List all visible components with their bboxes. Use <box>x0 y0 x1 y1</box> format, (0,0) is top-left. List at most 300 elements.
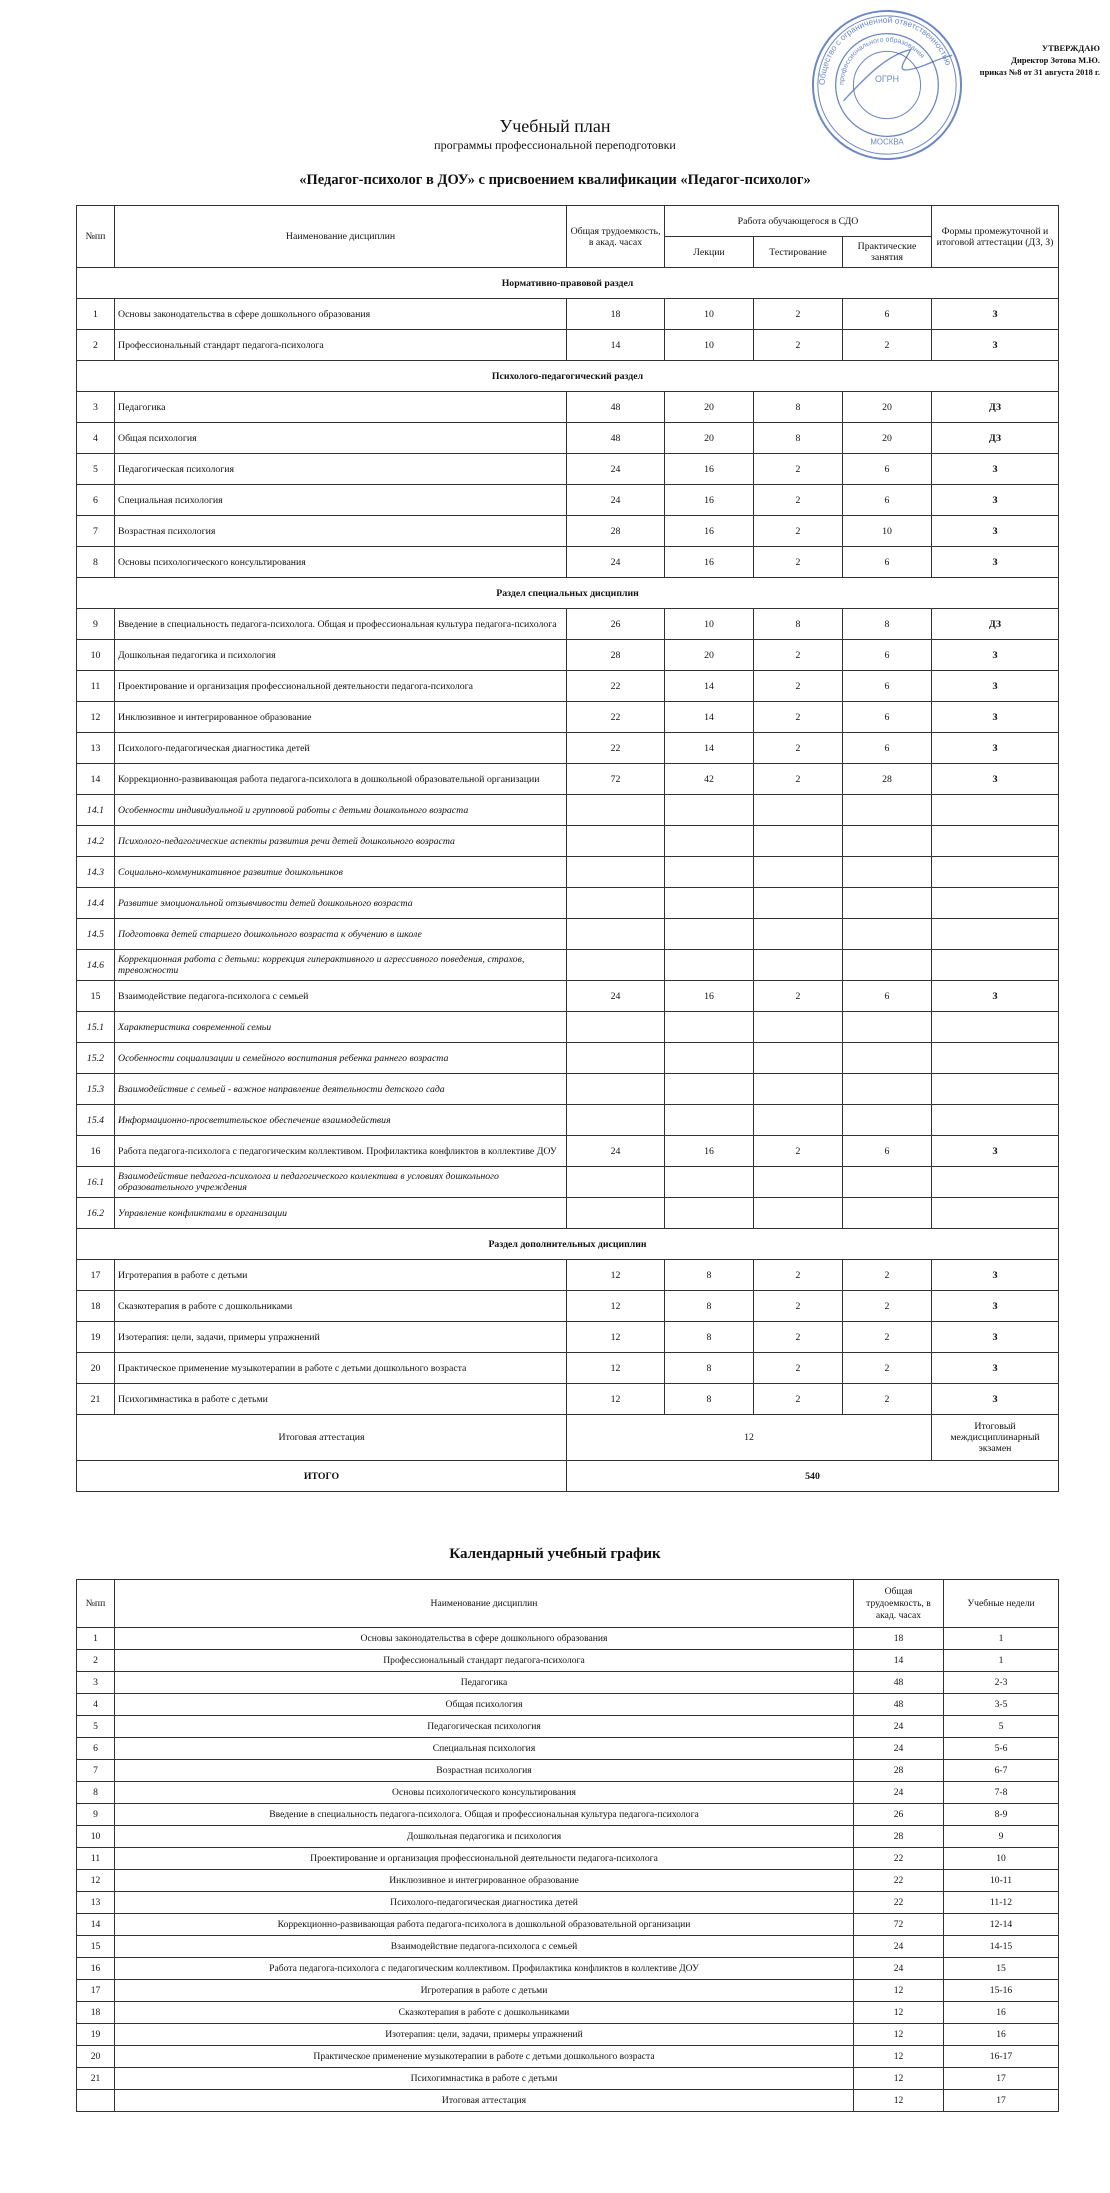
row-attestation: ДЗ <box>932 392 1059 423</box>
row-name: Педагогика <box>115 392 567 423</box>
row-num: 7 <box>77 1760 115 1782</box>
row-practice: 6 <box>843 1136 932 1167</box>
row-attestation: З <box>932 1136 1059 1167</box>
row-lectures <box>665 1105 754 1136</box>
table-row <box>77 826 1059 857</box>
row-hours <box>567 1074 665 1105</box>
row-name: Подготовка детей старшего дошкольного возраста к обучению в школе <box>115 919 567 950</box>
row-testing: 8 <box>754 423 843 454</box>
row-name: Изотерапия: цели, задачи, примеры упражнений <box>115 1322 567 1353</box>
row-attestation <box>932 1074 1059 1105</box>
row-name: Коррекционная работа с детьми: коррекция гиперактивного и агрессивного поведения, страхов, тревожности <box>115 950 567 981</box>
table-row <box>77 1650 1059 1672</box>
section-row <box>77 361 1059 392</box>
table-row <box>77 919 1059 950</box>
table-row <box>77 671 1059 702</box>
row-num: 14.4 <box>77 888 115 919</box>
table-row <box>77 1716 1059 1738</box>
row-attestation: З <box>932 330 1059 361</box>
approval-signer: Директор Зотова М.Ю. <box>1011 55 1100 65</box>
row-hours: 22 <box>854 1870 944 1892</box>
row-num: 21 <box>77 1384 115 1415</box>
row-name: Инклюзивное и интегрированное образование <box>115 1870 854 1892</box>
row-weeks: 14-15 <box>944 1936 1059 1958</box>
row-testing <box>754 888 843 919</box>
row-hours: 18 <box>567 299 665 330</box>
row-hours: 18 <box>854 1628 944 1650</box>
row-hours: 12 <box>854 1980 944 2002</box>
row-testing: 2 <box>754 1322 843 1353</box>
row-num: 13 <box>77 733 115 764</box>
col-work-header: Работа обучающегося в СДО <box>665 206 932 237</box>
row-practice: 10 <box>843 516 932 547</box>
row-lectures <box>665 857 754 888</box>
section-title: Психолого-педагогический раздел <box>77 361 1059 392</box>
row-hours: 22 <box>567 671 665 702</box>
row-weeks: 1 <box>944 1628 1059 1650</box>
row-weeks: 15 <box>944 1958 1059 1980</box>
row-lectures: 8 <box>665 1384 754 1415</box>
schedule-table <box>76 1579 1059 2112</box>
row-lectures <box>665 1012 754 1043</box>
row-num: 11 <box>77 671 115 702</box>
row-num: 14.2 <box>77 826 115 857</box>
row-practice: 2 <box>843 1384 932 1415</box>
row-name: Развитие эмоциональной отзывчивости детей дошкольного возраста <box>115 888 567 919</box>
row-name: Взаимодействие педагога-психолога и педагогического коллектива в условиях дошкольного образовательного учреждения <box>115 1167 567 1198</box>
table-row <box>77 702 1059 733</box>
row-weeks: 11-12 <box>944 1892 1059 1914</box>
row-attestation <box>932 795 1059 826</box>
row-name: Общая психология <box>115 423 567 454</box>
row-num: 8 <box>77 547 115 578</box>
row-name: Основы психологического консультирования <box>115 547 567 578</box>
row-hours <box>567 826 665 857</box>
row-lectures <box>665 1167 754 1198</box>
table-row <box>77 795 1059 826</box>
row-num: 1 <box>77 1628 115 1650</box>
table-row <box>77 1760 1059 1782</box>
row-hours: 24 <box>567 454 665 485</box>
row-testing: 8 <box>754 609 843 640</box>
table-row <box>77 2024 1059 2046</box>
row-attestation: З <box>932 733 1059 764</box>
row-num: 10 <box>77 640 115 671</box>
row-num: 2 <box>77 1650 115 1672</box>
row-hours: 12 <box>854 2090 944 2112</box>
table-row <box>77 1848 1059 1870</box>
row-attestation: З <box>932 299 1059 330</box>
row-hours: 72 <box>567 764 665 795</box>
row-num: 16 <box>77 1958 115 1980</box>
table-row <box>77 2002 1059 2024</box>
table-row <box>77 1291 1059 1322</box>
program-title: «Педагог-психолог в ДОУ» с присвоением квалификации «Педагог-психолог» <box>299 172 811 188</box>
row-num: 17 <box>77 1260 115 1291</box>
row-hours: 48 <box>567 392 665 423</box>
row-attestation <box>932 919 1059 950</box>
row-testing <box>754 1105 843 1136</box>
table-row <box>77 1826 1059 1848</box>
row-hours <box>567 950 665 981</box>
row-attestation <box>932 826 1059 857</box>
row-practice <box>843 1198 932 1229</box>
row-attestation: З <box>932 485 1059 516</box>
row-name: Общая психология <box>115 1694 854 1716</box>
table-row <box>77 1105 1059 1136</box>
row-num: 1 <box>77 299 115 330</box>
row-hours: 26 <box>854 1804 944 1826</box>
row-testing: 2 <box>754 640 843 671</box>
row-name: Взаимодействие педагога-психолога с семьей <box>115 981 567 1012</box>
row-practice: 20 <box>843 423 932 454</box>
curriculum-body <box>77 268 1059 1492</box>
row-name: Сказкотерапия в работе с дошкольниками <box>115 2002 854 2024</box>
row-hours: 24 <box>854 1936 944 1958</box>
row-name: Коррекционно-развивающая работа педагога-психолога в дошкольной образовательной организации <box>115 764 567 795</box>
table-row <box>77 1628 1059 1650</box>
table-row <box>77 609 1059 640</box>
row-num: 11 <box>77 1848 115 1870</box>
table-row <box>77 299 1059 330</box>
row-lectures: 20 <box>665 423 754 454</box>
row-num: 6 <box>77 485 115 516</box>
row-testing: 2 <box>754 516 843 547</box>
table-row <box>77 888 1059 919</box>
row-testing <box>754 1043 843 1074</box>
row-practice <box>843 950 932 981</box>
row-num: 5 <box>77 454 115 485</box>
row-weeks: 5-6 <box>944 1738 1059 1760</box>
row-practice: 20 <box>843 392 932 423</box>
table-row <box>77 2090 1059 2112</box>
row-hours: 12 <box>854 2046 944 2068</box>
row-name: Особенности социализации и семейного воспитания ребенка раннего возраста <box>115 1043 567 1074</box>
row-hours: 22 <box>854 1848 944 1870</box>
row-num: 15.4 <box>77 1105 115 1136</box>
row-lectures: 14 <box>665 702 754 733</box>
row-num: 15 <box>77 1936 115 1958</box>
final-row <box>77 1415 1059 1461</box>
row-testing: 2 <box>754 1353 843 1384</box>
table-row <box>77 2068 1059 2090</box>
row-practice: 2 <box>843 1291 932 1322</box>
row-weeks: 10-11 <box>944 1870 1059 1892</box>
row-testing <box>754 919 843 950</box>
table-row <box>77 1043 1059 1074</box>
schedule-body <box>77 1628 1059 2112</box>
row-num: 16 <box>77 1136 115 1167</box>
col-num-header: №пп <box>77 206 115 268</box>
row-hours: 26 <box>567 609 665 640</box>
row-hours: 12 <box>567 1322 665 1353</box>
row-testing: 2 <box>754 454 843 485</box>
row-lectures: 10 <box>665 330 754 361</box>
curriculum-table <box>76 205 1059 1492</box>
row-num: 8 <box>77 1782 115 1804</box>
row-hours: 24 <box>854 1958 944 1980</box>
row-name: Изотерапия: цели, задачи, примеры упражнений <box>115 2024 854 2046</box>
row-weeks: 16 <box>944 2002 1059 2024</box>
row-practice: 2 <box>843 1260 932 1291</box>
row-num: 14.5 <box>77 919 115 950</box>
row-hours <box>567 1012 665 1043</box>
final-hours: 12 <box>567 1415 932 1461</box>
row-practice: 6 <box>843 640 932 671</box>
row-practice: 2 <box>843 1353 932 1384</box>
row-name: Проектирование и организация профессиональной деятельности педагога-психолога <box>115 671 567 702</box>
table-row <box>77 1914 1059 1936</box>
row-hours: 14 <box>567 330 665 361</box>
row-num: 3 <box>77 392 115 423</box>
row-num: 14.1 <box>77 795 115 826</box>
row-name: Сказкотерапия в работе с дошкольниками <box>115 1291 567 1322</box>
row-lectures: 42 <box>665 764 754 795</box>
row-weeks: 15-16 <box>944 1980 1059 2002</box>
row-hours: 22 <box>567 702 665 733</box>
row-practice <box>843 1167 932 1198</box>
table-row <box>77 1980 1059 2002</box>
row-lectures: 16 <box>665 547 754 578</box>
table-row <box>77 1322 1059 1353</box>
row-hours: 72 <box>854 1914 944 1936</box>
row-num: 19 <box>77 2024 115 2046</box>
row-num: 10 <box>77 1826 115 1848</box>
row-num: 21 <box>77 2068 115 2090</box>
row-lectures: 8 <box>665 1291 754 1322</box>
row-weeks: 17 <box>944 2090 1059 2112</box>
row-name: Дошкольная педагогика и психология <box>115 640 567 671</box>
row-num: 2 <box>77 330 115 361</box>
row-num: 16.2 <box>77 1198 115 1229</box>
row-num: 6 <box>77 1738 115 1760</box>
row-testing: 2 <box>754 981 843 1012</box>
row-name: Психолого-педагогическая диагностика детей <box>115 733 567 764</box>
row-hours: 12 <box>567 1291 665 1322</box>
table-row <box>77 1892 1059 1914</box>
table-row <box>77 950 1059 981</box>
row-practice <box>843 888 932 919</box>
row-practice: 6 <box>843 733 932 764</box>
row-testing: 2 <box>754 702 843 733</box>
table-row <box>77 485 1059 516</box>
row-lectures: 14 <box>665 733 754 764</box>
row-num: 7 <box>77 516 115 547</box>
row-testing: 2 <box>754 733 843 764</box>
row-name: Педагогическая психология <box>115 454 567 485</box>
row-name: Управление конфликтами в организации <box>115 1198 567 1229</box>
table-row <box>77 981 1059 1012</box>
table-row <box>77 1738 1059 1760</box>
row-attestation <box>932 1043 1059 1074</box>
row-hours <box>567 919 665 950</box>
row-name: Взаимодействие педагога-психолога с семьей <box>115 1936 854 1958</box>
row-practice: 8 <box>843 609 932 640</box>
table-row <box>77 1012 1059 1043</box>
table-row <box>77 640 1059 671</box>
row-practice <box>843 919 932 950</box>
row-name: Практическое применение музыкотерапии в работе с детьми дошкольного возраста <box>115 1353 567 1384</box>
row-practice: 6 <box>843 702 932 733</box>
row-num: 3 <box>77 1672 115 1694</box>
row-num: 15.1 <box>77 1012 115 1043</box>
row-num: 15 <box>77 981 115 1012</box>
row-name: Игротерапия в работе с детьми <box>115 1260 567 1291</box>
row-hours: 28 <box>854 1826 944 1848</box>
row-name: Психолого-педагогические аспекты развития речи детей дошкольного возраста <box>115 826 567 857</box>
section-title: Раздел специальных дисциплин <box>77 578 1059 609</box>
row-lectures: 16 <box>665 454 754 485</box>
final-form: Итоговый междисциплинарный экзамен <box>932 1415 1059 1461</box>
row-hours: 48 <box>567 423 665 454</box>
row-lectures <box>665 1043 754 1074</box>
row-num: 15.2 <box>77 1043 115 1074</box>
table-row <box>77 1694 1059 1716</box>
row-testing <box>754 1074 843 1105</box>
stamp-ogrn: ОГРН <box>874 74 900 85</box>
col-lectures-header: Лекции <box>665 237 754 268</box>
row-name: Введение в специальность педагога-психолога. Общая и профессиональная культура педагога-психолога <box>115 1804 854 1826</box>
row-num: 18 <box>77 1291 115 1322</box>
row-testing: 2 <box>754 764 843 795</box>
row-num: 20 <box>77 2046 115 2068</box>
section-row <box>77 1229 1059 1260</box>
row-testing: 8 <box>754 392 843 423</box>
row-attestation: З <box>932 981 1059 1012</box>
row-weeks: 12-14 <box>944 1914 1059 1936</box>
row-lectures <box>665 826 754 857</box>
row-num: 14.6 <box>77 950 115 981</box>
row-name: Педагогика <box>115 1672 854 1694</box>
table-row <box>77 1198 1059 1229</box>
row-weeks: 7-8 <box>944 1782 1059 1804</box>
stamp-city: МОСКВА <box>870 137 904 147</box>
col-name-header: Наименование дисциплин <box>115 206 567 268</box>
row-num: 12 <box>77 1870 115 1892</box>
col-testing-header: Тестирование <box>754 237 843 268</box>
row-num: 14 <box>77 1914 115 1936</box>
table-row <box>77 547 1059 578</box>
row-hours: 14 <box>854 1650 944 1672</box>
row-name: Специальная психология <box>115 485 567 516</box>
row-name: Психогимнастика в работе с детьми <box>115 1384 567 1415</box>
table-row <box>77 423 1059 454</box>
table-row <box>77 857 1059 888</box>
row-name: Педагогическая психология <box>115 1716 854 1738</box>
final-label: Итоговая аттестация <box>77 1415 567 1461</box>
row-name: Работа педагога-психолога с педагогическим коллективом. Профилактика конфликтов в коллективе ДОУ <box>115 1136 567 1167</box>
row-attestation: З <box>932 1384 1059 1415</box>
row-attestation: ДЗ <box>932 609 1059 640</box>
stamp-outer-text: Общество с ограниченной ответственностью <box>816 14 954 86</box>
row-name: Игротерапия в работе с детьми <box>115 1980 854 2002</box>
row-hours: 28 <box>567 640 665 671</box>
row-weeks: 10 <box>944 1848 1059 1870</box>
row-num: 19 <box>77 1322 115 1353</box>
row-name: Особенности индивидуальной и групповой работы с детьми дошкольного возраста <box>115 795 567 826</box>
row-hours <box>567 1105 665 1136</box>
row-num: 12 <box>77 702 115 733</box>
row-lectures: 8 <box>665 1322 754 1353</box>
row-name: Профессиональный стандарт педагога-психолога <box>115 330 567 361</box>
row-hours: 12 <box>567 1353 665 1384</box>
row-hours: 24 <box>567 981 665 1012</box>
row-weeks: 5 <box>944 1716 1059 1738</box>
row-hours: 48 <box>854 1672 944 1694</box>
row-practice: 2 <box>843 1322 932 1353</box>
row-attestation: З <box>932 640 1059 671</box>
row-hours: 24 <box>567 1136 665 1167</box>
row-testing <box>754 1198 843 1229</box>
row-name: Информационно-просветительское обеспечение взаимодействия <box>115 1105 567 1136</box>
row-practice <box>843 795 932 826</box>
row-name: Социально-коммуникативное развитие дошкольников <box>115 857 567 888</box>
total-label: ИТОГО <box>77 1461 567 1492</box>
approval-title: УТВЕРЖДАЮ <box>1041 43 1100 53</box>
row-num: 16.1 <box>77 1167 115 1198</box>
row-hours: 12 <box>854 2024 944 2046</box>
row-weeks: 9 <box>944 1826 1059 1848</box>
row-hours: 22 <box>854 1892 944 1914</box>
row-practice: 6 <box>843 454 932 485</box>
row-name: Дошкольная педагогика и психология <box>115 1826 854 1848</box>
row-hours: 24 <box>567 547 665 578</box>
row-hours <box>567 1043 665 1074</box>
table-row <box>77 1870 1059 1892</box>
row-name: Проектирование и организация профессиональной деятельности педагога-психолога <box>115 1848 854 1870</box>
sched-num-header: №пп <box>77 1580 115 1628</box>
row-hours: 24 <box>567 485 665 516</box>
row-weeks: 16 <box>944 2024 1059 2046</box>
row-practice <box>843 1043 932 1074</box>
section-row <box>77 268 1059 299</box>
row-lectures <box>665 1198 754 1229</box>
row-num <box>77 2090 115 2112</box>
row-num: 4 <box>77 1694 115 1716</box>
row-num: 14 <box>77 764 115 795</box>
sched-name-header: Наименование дисциплин <box>115 1580 854 1628</box>
row-name: Специальная психология <box>115 1738 854 1760</box>
row-testing: 2 <box>754 1384 843 1415</box>
row-attestation <box>932 1105 1059 1136</box>
row-name: Возрастная психология <box>115 516 567 547</box>
row-hours: 12 <box>567 1384 665 1415</box>
schedule-title: Календарный учебный график <box>449 1546 661 1562</box>
sched-weeks-header: Учебные недели <box>944 1580 1059 1628</box>
row-lectures: 20 <box>665 640 754 671</box>
row-name: Введение в специальность педагога-психолога. Общая и профессиональная культура педагога-психолога <box>115 609 567 640</box>
table-row <box>77 1936 1059 1958</box>
row-practice <box>843 1074 932 1105</box>
row-lectures: 8 <box>665 1353 754 1384</box>
total-row <box>77 1461 1059 1492</box>
table-row <box>77 1384 1059 1415</box>
col-forms-header: Формы промежуточной и итоговой аттестации (ДЗ, З) <box>932 206 1059 268</box>
row-attestation <box>932 950 1059 981</box>
row-practice: 28 <box>843 764 932 795</box>
row-practice: 6 <box>843 299 932 330</box>
row-attestation <box>932 1012 1059 1043</box>
document-title: Учебный план <box>499 116 611 136</box>
row-hours: 24 <box>854 1782 944 1804</box>
row-hours <box>567 795 665 826</box>
row-practice <box>843 1012 932 1043</box>
section-title: Раздел дополнительных дисциплин <box>77 1229 1059 1260</box>
row-name: Возрастная психология <box>115 1760 854 1782</box>
row-name: Взаимодействие с семьей - важное направление деятельности детского сада <box>115 1074 567 1105</box>
row-num: 20 <box>77 1353 115 1384</box>
table-row <box>77 1353 1059 1384</box>
